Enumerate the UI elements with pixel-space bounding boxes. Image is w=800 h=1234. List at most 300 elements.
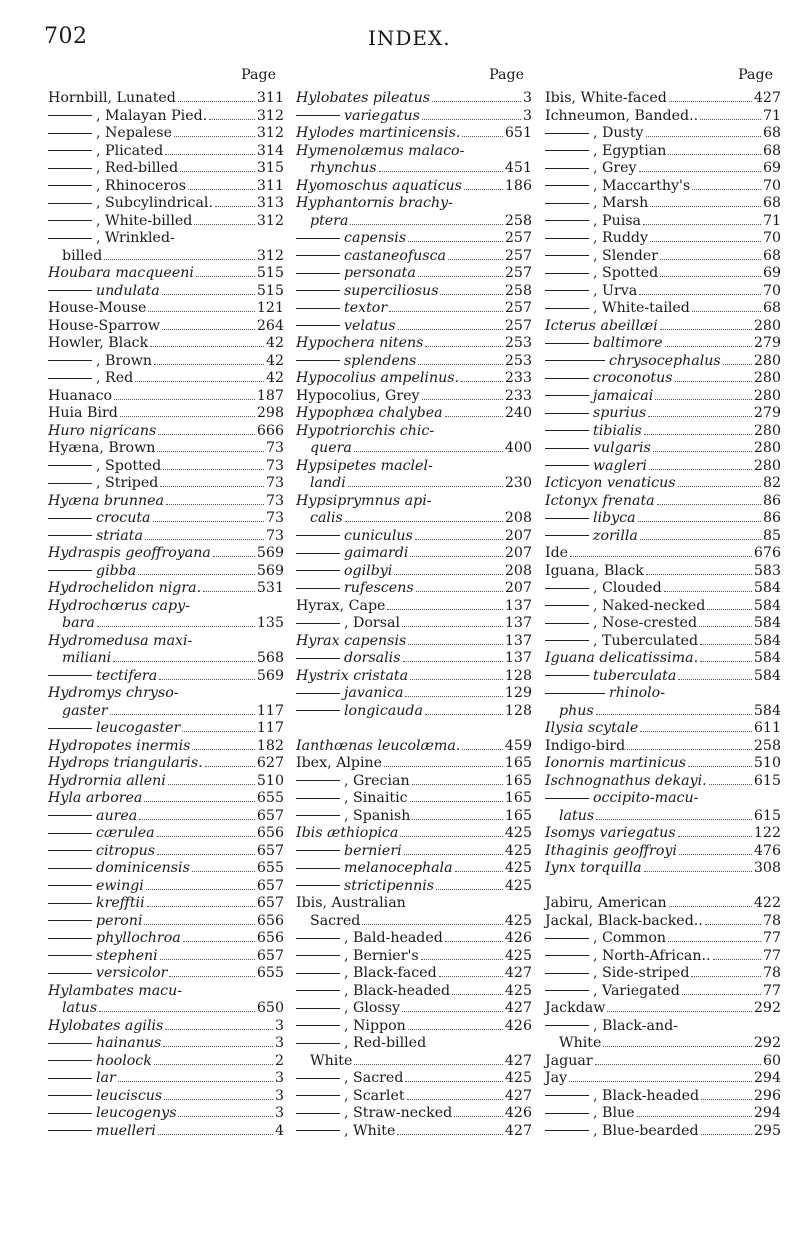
ditto-rule — [545, 343, 589, 344]
index-term — [545, 335, 663, 353]
index-term-text: Ibis, Australian — [296, 895, 406, 911]
page-ref: 68 — [762, 195, 781, 211]
ditto-rule — [296, 325, 340, 326]
dot-leader — [168, 784, 255, 785]
index-term — [48, 563, 136, 581]
index-term-text: gibba — [96, 562, 137, 579]
ditto-rule — [545, 203, 589, 204]
ditto-rule — [545, 150, 589, 151]
index-entry — [296, 335, 532, 353]
index-entry — [48, 1035, 284, 1053]
page-ref: 510 — [753, 755, 781, 771]
page-ref: 656 — [256, 825, 284, 841]
ditto-rule — [296, 360, 340, 361]
ditto-rule — [545, 693, 605, 694]
index-term — [296, 90, 430, 108]
dot-leader — [400, 836, 503, 837]
index-term — [545, 388, 653, 406]
index-entry — [545, 948, 781, 966]
page-ref: 294 — [753, 1070, 781, 1086]
index-term — [545, 493, 655, 511]
index-term — [48, 825, 155, 843]
dot-leader — [432, 101, 521, 102]
dot-leader — [603, 1046, 752, 1047]
index-term — [296, 650, 401, 668]
dot-leader — [402, 1011, 503, 1012]
index-term — [48, 668, 157, 686]
dot-leader — [669, 906, 752, 907]
index-entry — [296, 423, 532, 441]
dot-leader — [178, 1116, 272, 1117]
index-entry — [296, 353, 532, 371]
dot-leader — [97, 626, 255, 627]
index-term-text: , Black-and- — [593, 1017, 679, 1034]
index-entry — [296, 283, 532, 301]
page-ref: 313 — [256, 195, 284, 211]
page-ref: 427 — [753, 90, 781, 106]
ditto-rule — [545, 990, 589, 991]
page-ref: 569 — [256, 667, 284, 684]
index-term-text: Iguana delicatissima. — [545, 650, 699, 666]
index-term — [545, 563, 644, 581]
dot-leader — [688, 766, 752, 767]
index-term — [296, 843, 402, 861]
index-entry — [296, 230, 532, 248]
dot-leader — [144, 801, 255, 802]
index-term — [48, 948, 158, 966]
page-ref: 68 — [762, 247, 781, 264]
dot-leader — [104, 259, 255, 260]
index-entry — [545, 668, 781, 686]
page-ref: 655 — [256, 965, 284, 981]
index-term-text: castaneofusca — [344, 247, 446, 264]
index-entry — [545, 388, 781, 406]
dot-leader — [425, 346, 502, 347]
index-term — [48, 1070, 116, 1088]
dot-leader — [408, 1029, 503, 1030]
index-term — [545, 405, 646, 423]
index-term — [296, 755, 382, 773]
ditto-rule — [48, 570, 92, 571]
index-term-text: Hyla arborea — [48, 790, 143, 806]
dot-leader — [154, 364, 264, 365]
index-term-text: leuciscus — [96, 1087, 163, 1104]
index-term-text: rhynchus — [310, 160, 377, 176]
index-term — [296, 1000, 400, 1018]
index-entry — [296, 790, 532, 808]
dot-leader — [455, 871, 503, 872]
dot-leader — [668, 154, 761, 155]
index-term-text: , Bald-headed — [344, 930, 443, 946]
section-gap — [296, 720, 532, 738]
ditto-rule — [48, 290, 92, 291]
page-ref: 2 — [274, 1052, 284, 1069]
index-term — [296, 878, 434, 896]
index-entry — [545, 230, 781, 248]
ditto-rule — [545, 518, 589, 519]
index-term-text: Hystrix cristata — [296, 667, 409, 684]
index-term — [48, 353, 152, 371]
index-term-text: , Ruddy — [593, 230, 649, 246]
ditto-rule — [545, 308, 589, 309]
index-term — [296, 685, 403, 703]
page-ref: 73 — [265, 440, 284, 456]
index-entry — [545, 265, 781, 283]
index-term-text: , Scarlet — [344, 1087, 405, 1104]
dot-leader — [637, 1116, 752, 1117]
index-term-text: Icterus abeillæi — [545, 317, 658, 334]
index-entry — [48, 1088, 284, 1106]
dot-leader — [157, 451, 264, 452]
index-entry — [296, 1053, 532, 1071]
index-term — [545, 178, 690, 196]
index-entry — [48, 195, 284, 213]
page-ref: 137 — [504, 615, 532, 631]
index-entry — [48, 860, 284, 878]
index-term — [48, 1088, 162, 1106]
index-term-text: leucogenys — [96, 1105, 177, 1121]
index-entry — [545, 913, 781, 931]
dot-leader — [462, 136, 502, 137]
index-term — [545, 1070, 567, 1088]
dot-leader — [713, 959, 761, 960]
index-term — [296, 668, 408, 686]
index-entry — [545, 1070, 781, 1088]
page-ref: 264 — [256, 317, 284, 334]
page-ref: 3 — [522, 107, 532, 124]
ditto-rule — [545, 238, 589, 239]
index-entry — [545, 213, 781, 231]
index-entry — [296, 930, 532, 948]
index-term-text: Hylambates macu- — [48, 982, 183, 999]
index-entry — [48, 1053, 284, 1071]
index-term-text: rufescens — [344, 580, 414, 596]
ditto-rule — [296, 623, 340, 624]
dot-leader — [678, 679, 752, 680]
dot-leader — [404, 854, 503, 855]
page-ref: 117 — [256, 702, 284, 719]
index-entry — [296, 265, 532, 283]
ditto-rule — [296, 850, 340, 851]
index-entry — [48, 248, 284, 266]
dot-leader — [394, 574, 503, 575]
ditto-rule — [545, 290, 589, 291]
page-ref: 280 — [753, 317, 781, 334]
ditto-rule — [296, 710, 340, 711]
dot-leader — [196, 276, 255, 277]
index-term — [48, 545, 211, 563]
ditto-rule — [296, 885, 340, 886]
index-entry — [296, 1088, 532, 1106]
dot-leader — [639, 294, 761, 295]
index-entry — [296, 195, 532, 213]
index-column-3 — [545, 60, 781, 1140]
page-ref: 82 — [762, 475, 781, 491]
index-term-text: White — [310, 1052, 353, 1069]
dot-leader — [192, 749, 254, 750]
index-term — [48, 685, 179, 703]
index-term — [545, 738, 625, 756]
index-entry — [296, 370, 532, 388]
page-ref: 3 — [274, 1105, 284, 1121]
ditto-rule — [48, 885, 92, 886]
index-term-text: , Malayan Pied. — [96, 107, 208, 124]
dot-leader — [646, 136, 761, 137]
index-entry — [48, 843, 284, 861]
index-term — [62, 615, 95, 633]
index-entry — [296, 983, 532, 1001]
index-term-text: longicauda — [344, 702, 423, 719]
dot-leader — [163, 1046, 273, 1047]
ditto-rule — [545, 255, 589, 256]
ditto-rule — [545, 220, 589, 221]
column-heading: Page — [241, 67, 276, 83]
dot-leader — [408, 241, 503, 242]
index-column-2 — [296, 60, 532, 1140]
dot-leader — [418, 276, 503, 277]
ditto-rule — [48, 1043, 92, 1044]
index-term — [545, 948, 711, 966]
index-term — [545, 615, 697, 633]
page-ref: 655 — [256, 860, 284, 876]
page-ref: 510 — [256, 772, 284, 789]
index-entry — [545, 90, 781, 108]
page-ref: 280 — [753, 387, 781, 404]
page-ref: 427 — [504, 1052, 532, 1069]
index-entry — [545, 1053, 781, 1071]
page-ref: 583 — [753, 562, 781, 579]
index-term — [48, 860, 190, 878]
index-term-text: Hydromys chryso- — [48, 685, 179, 701]
ditto-rule — [296, 955, 340, 956]
index-entry — [545, 860, 781, 878]
ditto-rule — [296, 273, 340, 274]
index-entry — [48, 1105, 284, 1123]
index-term-text: muelleri — [96, 1122, 156, 1139]
page-ref: 584 — [753, 632, 781, 649]
page-ref: 584 — [753, 615, 781, 631]
index-term — [48, 510, 151, 528]
index-term — [545, 668, 676, 686]
dot-leader — [410, 556, 503, 557]
dot-leader — [183, 941, 255, 942]
index-term — [48, 983, 182, 1001]
dot-leader — [660, 329, 752, 330]
dot-leader — [723, 364, 752, 365]
dot-leader — [412, 819, 503, 820]
index-entry — [545, 773, 781, 791]
section-gap — [545, 878, 781, 896]
index-term-text: , Dorsal — [344, 615, 400, 631]
index-term — [48, 720, 180, 738]
index-entry — [296, 405, 532, 423]
page-ref: 427 — [504, 1087, 532, 1104]
dot-leader — [709, 784, 752, 785]
index-term — [310, 1053, 352, 1071]
page-ref: 279 — [753, 405, 781, 421]
ditto-rule — [296, 973, 340, 974]
page-ref: 657 — [256, 877, 284, 894]
index-entry — [296, 668, 532, 686]
index-term-text: Huanaco — [48, 387, 113, 404]
index-term-text: , Nose-crested — [593, 615, 698, 631]
page-ref: 568 — [256, 650, 284, 666]
index-term — [296, 703, 423, 721]
page-ref: 3 — [274, 1017, 284, 1034]
index-term-text: Hydraspis geoffroyana — [48, 545, 211, 561]
dot-leader — [415, 539, 503, 540]
index-entry — [296, 895, 532, 913]
page-ref: 279 — [753, 335, 781, 351]
index-entry — [296, 615, 532, 633]
index-term — [545, 195, 648, 213]
page-ref: 77 — [762, 930, 781, 946]
index-term — [48, 1123, 156, 1141]
dot-leader — [705, 924, 761, 925]
index-entry — [545, 843, 781, 861]
index-entry — [48, 1018, 284, 1036]
index-term-text: , Red — [96, 370, 134, 386]
dot-leader — [350, 224, 502, 225]
index-entry — [296, 755, 532, 773]
index-entry — [545, 178, 781, 196]
index-entry — [48, 738, 284, 756]
index-term — [296, 370, 459, 388]
index-term — [545, 1018, 678, 1036]
index-entry — [545, 510, 781, 528]
index-term-text: landi — [310, 475, 346, 491]
ditto-rule — [48, 1060, 92, 1061]
index-entry — [545, 283, 781, 301]
ditto-rule — [545, 1113, 589, 1114]
dot-leader — [164, 1099, 273, 1100]
index-entry — [48, 423, 284, 441]
dot-leader — [665, 346, 752, 347]
index-term — [296, 790, 408, 808]
page-ref: 427 — [504, 1000, 532, 1016]
index-term — [48, 178, 186, 196]
dot-leader — [165, 154, 255, 155]
index-entry — [48, 808, 284, 826]
index-term — [62, 703, 108, 721]
index-entry — [48, 125, 284, 143]
index-term-text: , White-billed — [96, 212, 193, 229]
page-ref: 584 — [753, 580, 781, 596]
index-term — [48, 965, 167, 983]
index-term-text: hainanus — [96, 1035, 162, 1051]
index-term-text: rhinolo- — [609, 685, 666, 701]
index-term-text: Hylobates agilis — [48, 1017, 164, 1034]
dot-leader — [169, 976, 255, 977]
index-term-text: quera — [310, 440, 352, 456]
page-ref: 615 — [753, 807, 781, 824]
page-ref: 165 — [504, 755, 532, 771]
dot-leader — [692, 311, 761, 312]
dot-leader — [445, 941, 503, 942]
dot-leader — [692, 189, 761, 190]
index-entry — [545, 1088, 781, 1106]
page-ref: 165 — [504, 790, 532, 806]
index-entry — [545, 423, 781, 441]
index-term-text: , Red-billed — [96, 160, 179, 176]
ditto-rule — [545, 430, 589, 431]
page-ref: 657 — [256, 895, 284, 911]
index-term — [48, 423, 156, 441]
index-term-text: citropus — [96, 842, 156, 859]
dot-leader — [422, 399, 503, 400]
index-term — [296, 563, 392, 581]
page-ref: 657 — [256, 807, 284, 824]
index-entry — [545, 300, 781, 318]
ditto-rule — [296, 255, 340, 256]
index-term — [545, 423, 642, 441]
index-entry — [296, 90, 532, 108]
dot-leader — [700, 119, 761, 120]
ditto-rule — [48, 833, 92, 834]
index-term — [296, 335, 423, 353]
ditto-rule — [296, 780, 340, 781]
dot-leader — [397, 1134, 503, 1135]
dot-leader — [194, 224, 255, 225]
dot-leader — [675, 381, 752, 382]
index-term-text: baltimore — [593, 335, 663, 351]
index-term — [310, 913, 360, 931]
page-ref: 312 — [256, 212, 284, 229]
index-entry — [48, 930, 284, 948]
dot-leader — [162, 329, 255, 330]
ditto-rule — [545, 185, 589, 186]
page-ref: 280 — [753, 422, 781, 439]
dot-leader — [213, 556, 255, 557]
index-term-text: , Naked-necked — [593, 597, 706, 614]
dot-leader — [182, 731, 255, 732]
index-term — [545, 143, 666, 161]
index-entry — [48, 213, 284, 231]
index-term-text: bernieri — [344, 842, 402, 859]
index-term — [545, 1053, 593, 1071]
dot-leader — [120, 416, 255, 417]
index-term — [310, 160, 377, 178]
index-entry — [545, 1105, 781, 1123]
index-term — [296, 230, 406, 248]
ditto-rule — [545, 1130, 589, 1131]
index-term — [296, 493, 432, 511]
dot-leader — [657, 504, 761, 505]
page-ref: 314 — [256, 142, 284, 159]
ditto-rule — [296, 798, 340, 799]
index-entry — [545, 440, 781, 458]
index-term — [48, 843, 155, 861]
dot-leader — [209, 119, 255, 120]
dot-leader — [707, 609, 752, 610]
index-entry — [296, 825, 532, 843]
dot-leader — [660, 276, 761, 277]
page-ref: 258 — [504, 282, 532, 299]
ditto-rule — [296, 693, 340, 694]
index-entry — [48, 510, 284, 528]
index-entry — [48, 370, 284, 388]
index-entry — [48, 353, 284, 371]
page-ref: 42 — [265, 335, 284, 351]
index-term-text: zorilla — [593, 527, 638, 544]
ditto-rule — [296, 1043, 340, 1044]
page-ref: 312 — [256, 107, 284, 124]
index-term — [545, 300, 690, 318]
index-entry — [545, 703, 781, 721]
index-entry — [545, 125, 781, 143]
ditto-rule — [296, 570, 340, 571]
column-heading: Page — [738, 67, 773, 83]
